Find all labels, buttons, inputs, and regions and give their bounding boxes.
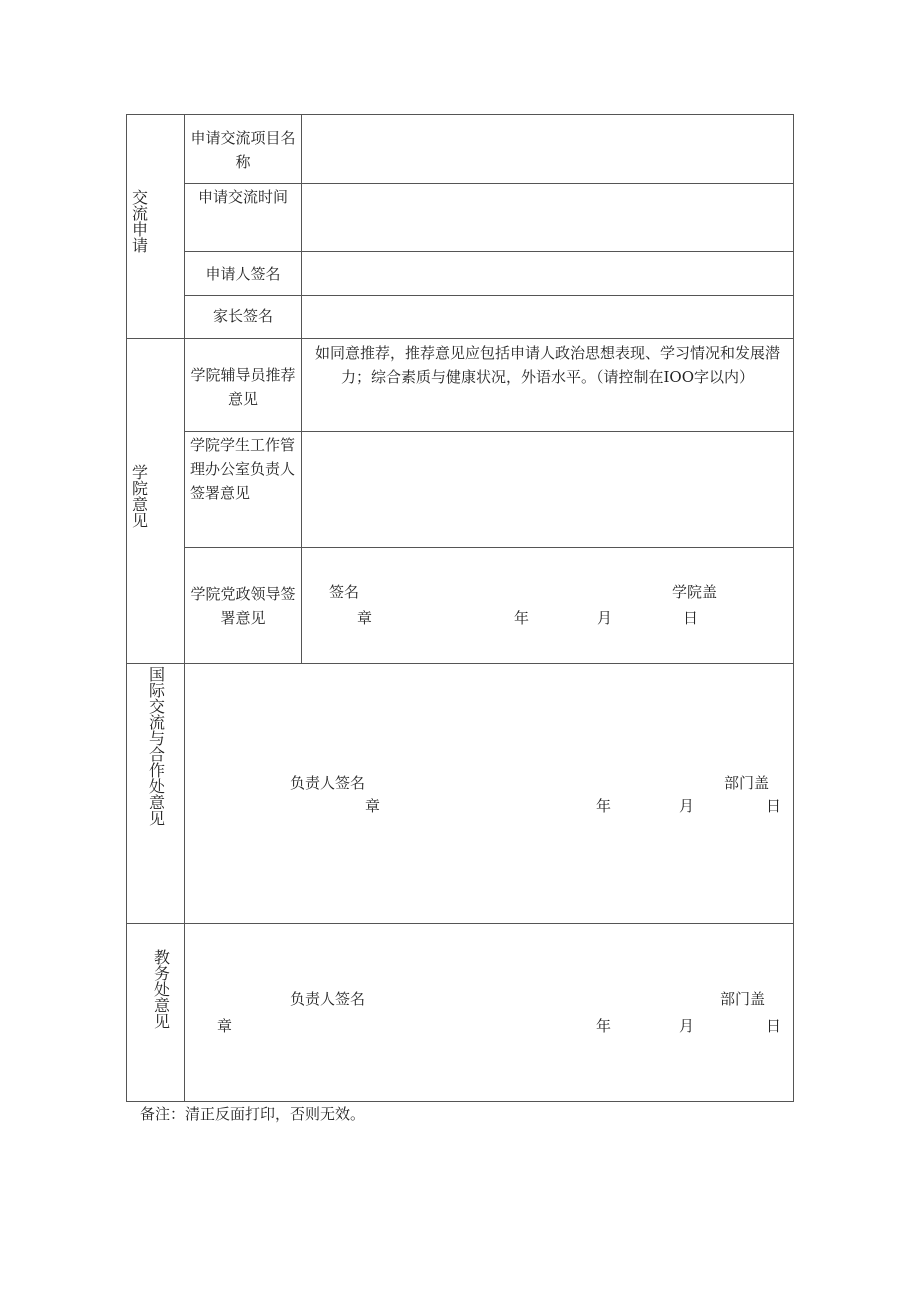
academic-year-label: 年 bbox=[596, 1017, 612, 1035]
project-name-label: 申请交流项目名称 bbox=[190, 129, 296, 171]
section-title-college: 学院意见 bbox=[131, 463, 148, 530]
section-title-international: 国际交流与合作处意见 bbox=[148, 665, 165, 828]
column-divider bbox=[793, 114, 794, 1102]
row-divider bbox=[184, 431, 794, 432]
row-divider bbox=[126, 923, 794, 924]
leader-opinion-field[interactable] bbox=[303, 549, 792, 662]
academic-month-label: 月 bbox=[679, 1017, 695, 1035]
academic-seal-continuation: 章 bbox=[217, 1017, 233, 1035]
footer-note: 备注：清正反面打印，否则无效。 bbox=[140, 1105, 366, 1123]
leader-year-label: 年 bbox=[514, 609, 530, 627]
international-seal-text: 部门盖 bbox=[724, 774, 770, 792]
international-seal-continuation: 章 bbox=[365, 797, 381, 815]
office-opinion-field[interactable] bbox=[303, 433, 792, 546]
row-divider bbox=[126, 338, 794, 339]
international-year-label: 年 bbox=[596, 797, 612, 815]
parent-sign-field[interactable] bbox=[303, 297, 792, 337]
row-divider bbox=[184, 251, 794, 252]
office-label: 学院学生工作管理办公室负责人签署意见 bbox=[190, 436, 296, 502]
counselor-hint-text: 如同意推荐，推荐意见应包括申请人政治思想表现、学习情况和发展潜力；综合素质与健康状况，外语水平。（请控制在IOO字以内） bbox=[314, 344, 780, 386]
section-title-exchange: 交流申请 bbox=[131, 188, 148, 255]
international-month-label: 月 bbox=[679, 797, 695, 815]
row-divider bbox=[126, 663, 794, 664]
row-divider bbox=[126, 114, 794, 115]
row-divider bbox=[184, 183, 794, 184]
project-name-field[interactable] bbox=[303, 116, 792, 182]
column-divider bbox=[301, 114, 302, 664]
counselor-label: 学院辅导员推荐意见 bbox=[190, 366, 296, 408]
row-divider bbox=[184, 295, 794, 296]
international-opinion-field[interactable] bbox=[186, 665, 792, 922]
column-divider bbox=[184, 114, 185, 1102]
academic-opinion-field[interactable] bbox=[186, 925, 792, 1100]
section-title-academic: 教务处意见 bbox=[153, 948, 170, 1031]
leader-seal-continuation: 章 bbox=[357, 609, 373, 627]
applicant-sign-label: 申请人签名 bbox=[205, 265, 281, 283]
leader-label: 学院党政领导签署意见 bbox=[190, 585, 296, 627]
parent-sign-label: 家长签名 bbox=[212, 307, 273, 325]
academic-day-label: 日 bbox=[766, 1017, 782, 1035]
leader-sign-text: 签名 bbox=[329, 583, 360, 601]
leader-day-label: 日 bbox=[683, 609, 699, 627]
leader-month-label: 月 bbox=[597, 609, 613, 627]
column-divider bbox=[126, 114, 127, 1102]
international-sign-text: 负责人签名 bbox=[290, 774, 366, 792]
exchange-time-field[interactable] bbox=[303, 185, 792, 250]
applicant-sign-field[interactable] bbox=[303, 253, 792, 294]
counselor-opinion-field[interactable] bbox=[307, 341, 788, 389]
academic-sign-text: 负责人签名 bbox=[290, 990, 366, 1008]
leader-seal-text: 学院盖 bbox=[672, 583, 718, 601]
exchange-time-label: 申请交流时间 bbox=[197, 188, 288, 206]
international-day-label: 日 bbox=[766, 797, 782, 815]
academic-seal-text: 部门盖 bbox=[720, 990, 766, 1008]
row-divider bbox=[184, 547, 794, 548]
